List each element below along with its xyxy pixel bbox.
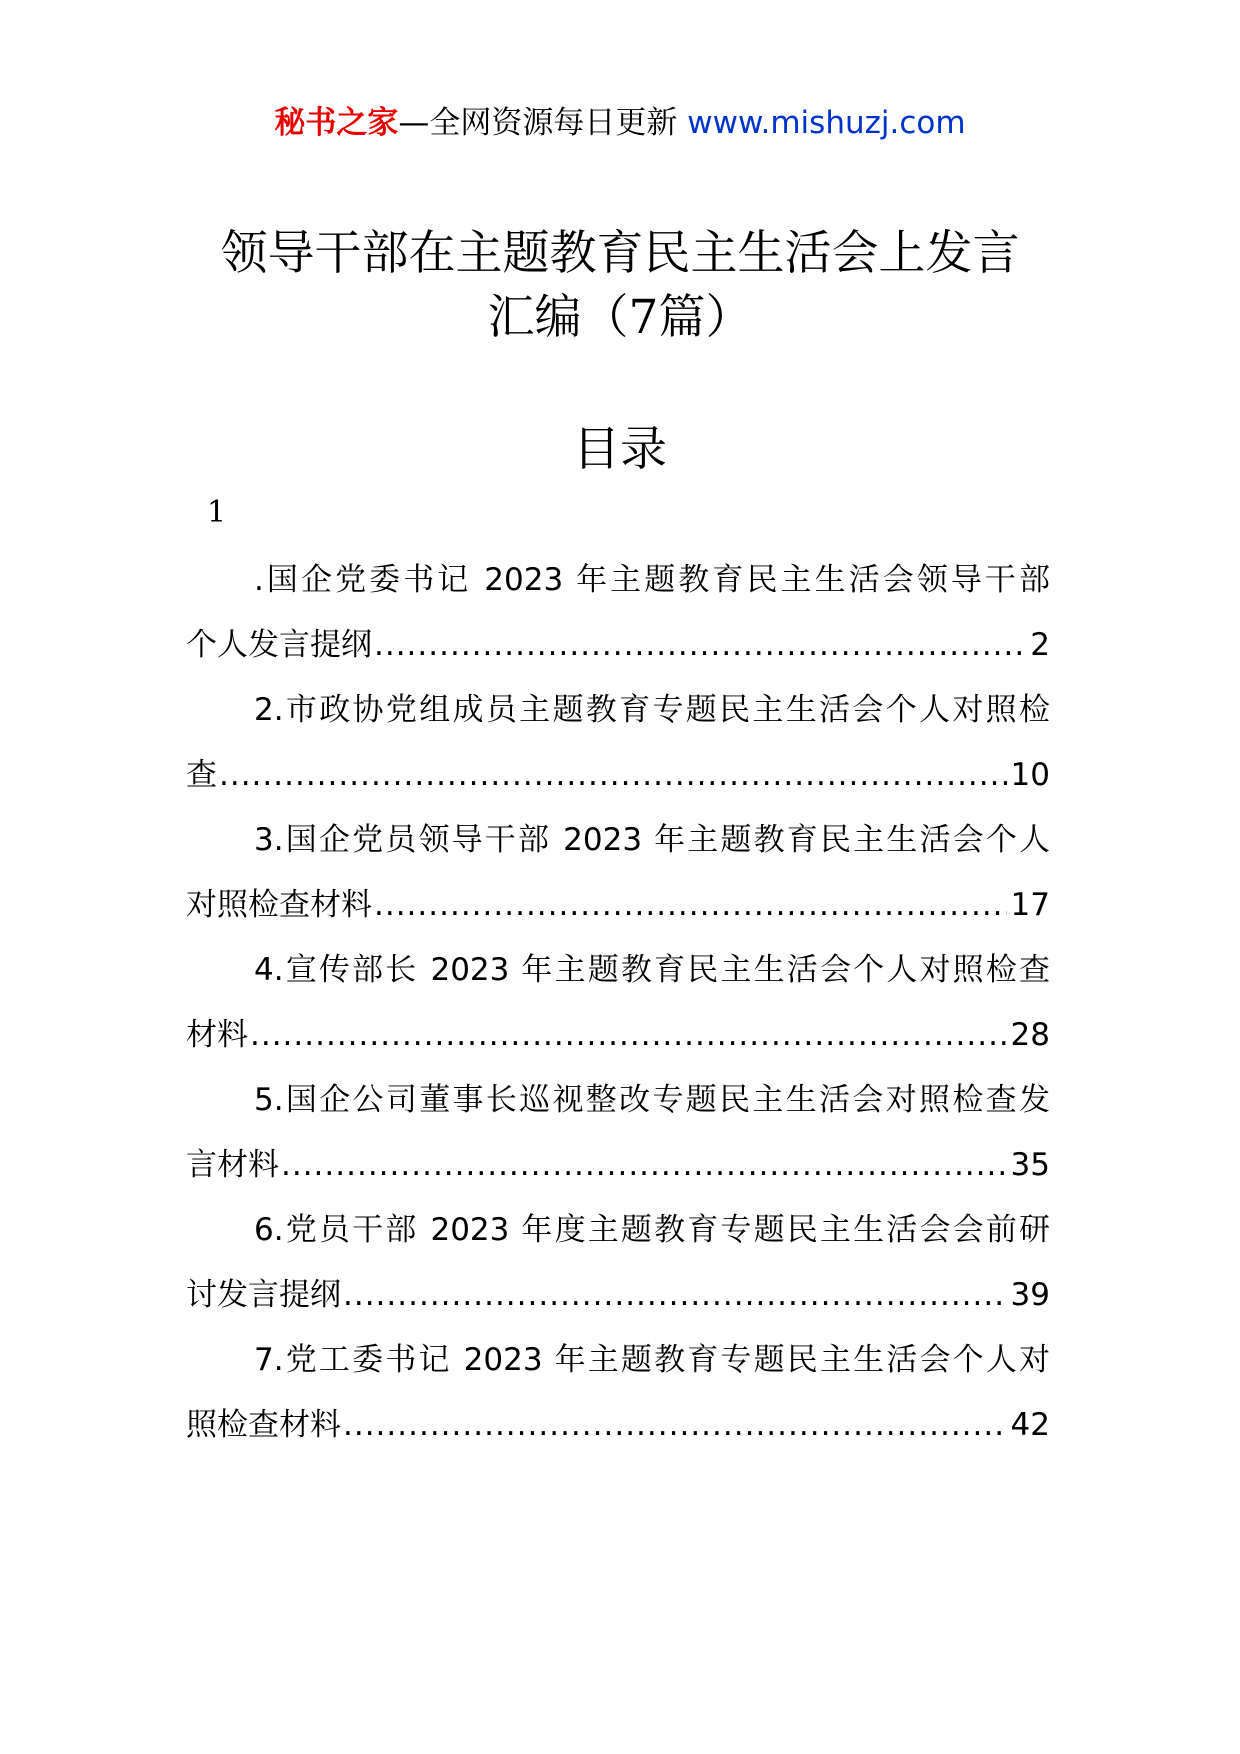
- toc-entry-title: 2.市政协党组成员主题教育专题民主生活会个人对照检: [254, 692, 1050, 728]
- toc-heading: 目录: [573, 422, 667, 477]
- toc-entry-4[interactable]: [186, 938, 1050, 1068]
- dot-leader: [343, 1393, 1007, 1458]
- stray-list-number: 1: [207, 495, 227, 530]
- toc-entry-title-end: 查: [186, 757, 217, 793]
- table-of-contents: [186, 548, 1050, 1458]
- toc-entry-continuation: [186, 1393, 1050, 1458]
- dot-leader: [219, 743, 1007, 808]
- toc-page-number: 17: [1010, 887, 1050, 923]
- title-line-2-prefix: 汇编（: [487, 290, 629, 345]
- website-link[interactable]: www.mishuzj.com: [687, 105, 966, 141]
- toc-entry-title-end: 言材料: [186, 1147, 279, 1183]
- toc-entry-title-end: 照检查材料: [186, 1407, 341, 1443]
- brand-name: 秘书之家: [274, 105, 399, 141]
- toc-entry-3[interactable]: [186, 808, 1050, 938]
- toc-entry-continuation: [186, 1133, 1050, 1198]
- toc-entry-title-end: 对照检查材料: [186, 887, 372, 923]
- toc-entry-title: .国企党委书记 2023 年主题教育民主生活会领导干部: [254, 562, 1050, 598]
- toc-page-number: 28: [1010, 1017, 1050, 1053]
- dot-leader: [343, 1263, 1007, 1328]
- title-line-2: [0, 286, 1240, 350]
- title-article-count: 7: [628, 290, 659, 345]
- dot-leader: [250, 1003, 1007, 1068]
- toc-entry-title: 5.国企公司董事长巡视整改专题民主生活会对照检查发: [254, 1082, 1050, 1118]
- toc-entry-title-end: 讨发言提纲: [186, 1277, 341, 1313]
- dot-leader: [374, 873, 1007, 938]
- toc-entry-title-end: 材料: [186, 1017, 248, 1053]
- toc-page-number: 39: [1010, 1277, 1050, 1313]
- toc-entry-2[interactable]: [186, 678, 1050, 808]
- toc-entry-continuation: [186, 613, 1050, 678]
- toc-entry-continuation: [186, 1263, 1050, 1328]
- dot-leader: [374, 613, 1026, 678]
- toc-entry-title: 7.党工委书记 2023 年主题教育专题民主生活会个人对: [254, 1342, 1050, 1378]
- toc-entry-5[interactable]: [186, 1068, 1050, 1198]
- toc-entry-1[interactable]: [186, 548, 1050, 678]
- toc-entry-title-end: 个人发言提纲: [186, 627, 372, 663]
- toc-entry-continuation: [186, 743, 1050, 808]
- title-line-2-suffix: 篇）: [658, 290, 753, 345]
- toc-page-number: 10: [1010, 757, 1050, 793]
- toc-entry-title: 6.党员干部 2023 年度主题教育专题民主生活会会前研: [254, 1212, 1050, 1248]
- toc-page-number: 35: [1010, 1147, 1050, 1183]
- toc-page-number: 2: [1030, 627, 1050, 663]
- page-header: [0, 100, 1240, 146]
- toc-entry-7[interactable]: [186, 1328, 1050, 1458]
- document-title: [0, 222, 1240, 350]
- toc-entry-6[interactable]: [186, 1198, 1050, 1328]
- toc-entry-continuation: [186, 873, 1050, 938]
- toc-entry-title: 4.宣传部长 2023 年主题教育民主生活会个人对照检查: [254, 952, 1050, 988]
- toc-page-number: 42: [1010, 1407, 1050, 1443]
- title-line-1: 领导干部在主题教育民主生活会上发言: [220, 226, 1020, 281]
- toc-entry-continuation: [186, 1003, 1050, 1068]
- toc-entry-title: 3.国企党员领导干部 2023 年主题教育民主生活会个人: [254, 822, 1050, 858]
- header-tagline: —全网资源每日更新: [398, 105, 678, 141]
- dot-leader: [281, 1133, 1007, 1198]
